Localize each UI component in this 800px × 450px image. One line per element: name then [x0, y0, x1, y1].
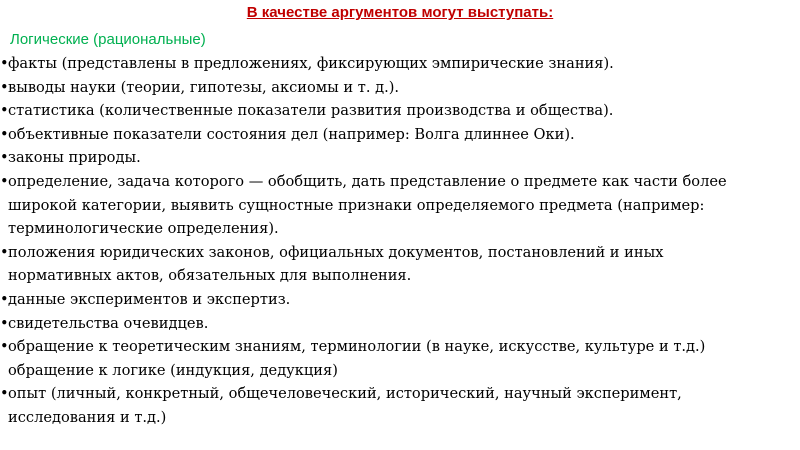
list-item [0, 312, 795, 336]
list-item [0, 123, 795, 147]
list-item [0, 146, 795, 170]
list-item-text: факты (представлены в предложениях, фиксирующих эмпирические знания). [8, 55, 614, 72]
list-item [0, 99, 795, 123]
bullet-icon: • [0, 338, 9, 356]
slide-subtitle: Логические (рациональные) [10, 31, 206, 48]
bullet-icon: • [0, 78, 9, 96]
bullet-icon: • [0, 290, 9, 308]
bullet-icon: • [0, 172, 9, 190]
bullet-icon: • [0, 149, 9, 167]
list-item [0, 288, 795, 312]
list-item-text: положения юридических законов, официальных документов, постановлений и иных [8, 243, 664, 261]
list-item-text: свидетельства очевидцев. [8, 314, 209, 332]
list-item-text: широкой категории, выявить сущностные признаки определяемого предмета (например: [8, 196, 705, 214]
bullet-icon: • [0, 314, 9, 332]
arguments-list [0, 52, 795, 430]
list-item-text: обращение к теоретическим знаниям, терминологии (в науке, искусстве, культуре и т.д.) [8, 338, 706, 356]
list-item [0, 170, 795, 241]
list-item-text: исследования и т.д.) [8, 408, 167, 426]
list-item-text: статистика (количественные показатели развития производства и общества). [8, 102, 614, 120]
list-item-text: определение, задача которого — обобщить, дать представление о предмете как части более [8, 172, 727, 190]
list-item-text: объективные показатели состояния дел (например: Волга длиннее Оки). [8, 125, 575, 143]
list-item-text: терминологические определения). [8, 220, 279, 238]
bullet-icon: • [0, 125, 9, 143]
slide-title: В качестве аргументов могут выступать: [246, 4, 554, 21]
bullet-icon: • [0, 243, 9, 261]
bullet-icon: • [0, 102, 9, 120]
list-item-text: опыт (личный, конкретный, общечеловеческий, исторический, научный эксперимент, [8, 385, 682, 403]
list-item-text: данные экспериментов и экспертиз. [8, 290, 291, 308]
list-item-text: законы природы. [8, 149, 141, 167]
bullet-icon: • [0, 55, 9, 72]
list-item-text: нормативных актов, обязательных для выполнения. [8, 267, 412, 285]
list-item [0, 76, 795, 100]
list-item [0, 382, 795, 429]
bullet-icon: • [0, 385, 9, 403]
list-item-text: обращение к логике (индукция, дедукция) [8, 361, 338, 379]
list-item-text: выводы науки (теории, гипотезы, аксиомы и т. д.). [8, 78, 400, 96]
list-item [0, 241, 795, 288]
list-item [0, 52, 795, 76]
list-item [0, 335, 795, 382]
